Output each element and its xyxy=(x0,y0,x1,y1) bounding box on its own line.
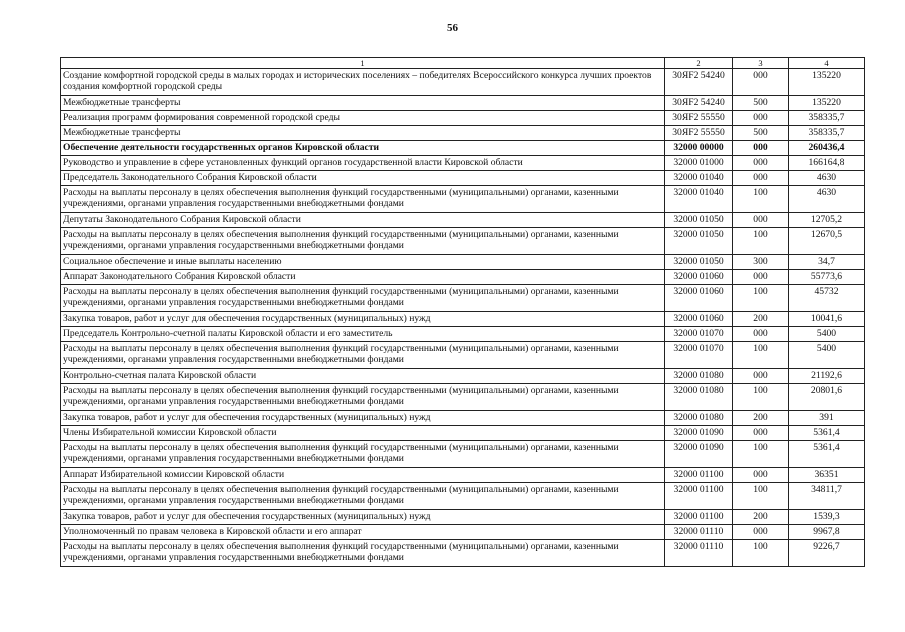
row-amount: 34,7 xyxy=(789,255,865,270)
row-expense-type: 000 xyxy=(733,270,789,285)
row-name: Расходы на выплаты персоналу в целях обеспечения выполнения функций государственными (муниципальными) органами, казенными учреждениями, органами управления государственными внебюджетными фондами xyxy=(61,186,665,213)
row-code: 30ЯF2 55550 xyxy=(665,111,733,126)
row-code: 32000 01080 xyxy=(665,384,733,411)
row-amount: 5361,4 xyxy=(789,426,865,441)
row-amount: 45732 xyxy=(789,285,865,312)
row-name: Расходы на выплаты персоналу в целях обеспечения выполнения функций государственными (муниципальными) органами, казенными учреждениями, органами управления государственными внебюджетными фондами xyxy=(61,441,665,468)
row-expense-type: 100 xyxy=(733,483,789,510)
row-amount: 12705,2 xyxy=(789,213,865,228)
row-amount: 10041,6 xyxy=(789,312,865,327)
table-row xyxy=(61,327,865,342)
table-row xyxy=(61,213,865,228)
table-row xyxy=(61,441,865,468)
table-row xyxy=(61,483,865,510)
row-code: 32000 01080 xyxy=(665,369,733,384)
row-expense-type: 100 xyxy=(733,384,789,411)
row-name: Создание комфортной городской среды в малых городах и исторических поселениях – победителях Всероссийского конкурса лучших проектов создания комфортной городской среды xyxy=(61,69,665,96)
row-amount: 12670,5 xyxy=(789,228,865,255)
row-expense-type: 200 xyxy=(733,510,789,525)
row-name: Председатель Законодательного Собрания Кировской области xyxy=(61,171,665,186)
row-amount: 21192,6 xyxy=(789,369,865,384)
row-expense-type: 100 xyxy=(733,285,789,312)
row-code: 32000 01040 xyxy=(665,171,733,186)
row-expense-type: 000 xyxy=(733,213,789,228)
row-name: Председатель Контрольно-счетной палаты Кировской области и его заместитель xyxy=(61,327,665,342)
row-name: Руководство и управление в сфере установленных функций органов государственной власти Кировской области xyxy=(61,156,665,171)
table-body xyxy=(61,69,865,567)
row-code: 32000 01060 xyxy=(665,312,733,327)
row-amount: 55773,6 xyxy=(789,270,865,285)
row-expense-type: 100 xyxy=(733,186,789,213)
table-row xyxy=(61,426,865,441)
row-code: 32000 01110 xyxy=(665,525,733,540)
row-amount: 391 xyxy=(789,411,865,426)
row-code: 32000 01050 xyxy=(665,213,733,228)
row-expense-type: 100 xyxy=(733,228,789,255)
row-amount: 5361,4 xyxy=(789,441,865,468)
row-expense-type: 000 xyxy=(733,525,789,540)
row-code: 30ЯF2 55550 xyxy=(665,126,733,141)
row-code: 32000 01090 xyxy=(665,441,733,468)
row-expense-type: 000 xyxy=(733,468,789,483)
row-expense-type: 100 xyxy=(733,441,789,468)
row-name: Аппарат Избирательной комиссии Кировской области xyxy=(61,468,665,483)
table-row xyxy=(61,369,865,384)
table-row xyxy=(61,126,865,141)
row-expense-type: 000 xyxy=(733,69,789,96)
row-code: 32000 01000 xyxy=(665,156,733,171)
table-row xyxy=(61,468,865,483)
row-amount: 36351 xyxy=(789,468,865,483)
header-col-2: 2 xyxy=(665,58,733,69)
row-amount: 9226,7 xyxy=(789,540,865,567)
row-expense-type: 300 xyxy=(733,255,789,270)
row-amount: 9967,8 xyxy=(789,525,865,540)
table-row xyxy=(61,186,865,213)
table-header xyxy=(61,58,865,69)
row-expense-type: 000 xyxy=(733,426,789,441)
table-row xyxy=(61,411,865,426)
row-amount: 260436,4 xyxy=(789,141,865,156)
row-expense-type: 500 xyxy=(733,126,789,141)
row-expense-type: 000 xyxy=(733,171,789,186)
row-amount: 4630 xyxy=(789,171,865,186)
row-name: Аппарат Законодательного Собрания Кировской области xyxy=(61,270,665,285)
row-code: 30ЯF2 54240 xyxy=(665,96,733,111)
row-amount: 34811,7 xyxy=(789,483,865,510)
row-code: 30ЯF2 54240 xyxy=(665,69,733,96)
header-col-4: 4 xyxy=(789,58,865,69)
row-name: Депутаты Законодательного Собрания Кировской области xyxy=(61,213,665,228)
row-expense-type: 200 xyxy=(733,312,789,327)
header-row xyxy=(61,58,865,69)
row-expense-type: 100 xyxy=(733,342,789,369)
table-row xyxy=(61,342,865,369)
row-name: Межбюджетные трансферты xyxy=(61,96,665,111)
row-name: Межбюджетные трансферты xyxy=(61,126,665,141)
header-col-1: 1 xyxy=(61,58,665,69)
row-expense-type: 000 xyxy=(733,369,789,384)
row-name: Члены Избирательной комиссии Кировской области xyxy=(61,426,665,441)
table-row xyxy=(61,540,865,567)
table-row xyxy=(61,255,865,270)
row-amount: 135220 xyxy=(789,69,865,96)
row-expense-type: 000 xyxy=(733,111,789,126)
row-name: Обеспечение деятельности государственных органов Кировской области xyxy=(61,141,665,156)
row-name: Социальное обеспечение и иные выплаты населению xyxy=(61,255,665,270)
row-name: Контрольно-счетная палата Кировской области xyxy=(61,369,665,384)
table-row xyxy=(61,510,865,525)
row-code: 32000 01080 xyxy=(665,411,733,426)
table-row xyxy=(61,384,865,411)
row-name: Реализация программ формирования современной городской среды xyxy=(61,111,665,126)
row-code: 32000 01100 xyxy=(665,483,733,510)
table-row xyxy=(61,156,865,171)
row-amount: 5400 xyxy=(789,327,865,342)
table-row xyxy=(61,96,865,111)
row-amount: 20801,6 xyxy=(789,384,865,411)
row-code: 32000 01050 xyxy=(665,228,733,255)
table-row xyxy=(61,228,865,255)
row-name: Расходы на выплаты персоналу в целях обеспечения выполнения функций государственными (муниципальными) органами, казенными учреждениями, органами управления государственными внебюджетными фондами xyxy=(61,540,665,567)
row-expense-type: 100 xyxy=(733,540,789,567)
row-code: 32000 01060 xyxy=(665,285,733,312)
row-name: Уполномоченный по правам человека в Кировской области и его аппарат xyxy=(61,525,665,540)
table-row xyxy=(61,111,865,126)
row-name: Закупка товаров, работ и услуг для обеспечения государственных (муниципальных) нужд xyxy=(61,312,665,327)
row-expense-type: 000 xyxy=(733,327,789,342)
row-code: 32000 01070 xyxy=(665,327,733,342)
row-amount: 1539,3 xyxy=(789,510,865,525)
row-name: Расходы на выплаты персоналу в целях обеспечения выполнения функций государственными (муниципальными) органами, казенными учреждениями, органами управления государственными внебюджетными фондами xyxy=(61,342,665,369)
row-amount: 5400 xyxy=(789,342,865,369)
row-code: 32000 00000 xyxy=(665,141,733,156)
table-row xyxy=(61,285,865,312)
row-expense-type: 200 xyxy=(733,411,789,426)
row-amount: 166164,8 xyxy=(789,156,865,171)
table-row xyxy=(61,141,865,156)
row-expense-type: 500 xyxy=(733,96,789,111)
row-name: Расходы на выплаты персоналу в целях обеспечения выполнения функций государственными (муниципальными) органами, казенными учреждениями, органами управления государственными внебюджетными фондами xyxy=(61,228,665,255)
row-expense-type: 000 xyxy=(733,156,789,171)
row-code: 32000 01100 xyxy=(665,468,733,483)
row-amount: 4630 xyxy=(789,186,865,213)
row-code: 32000 01060 xyxy=(665,270,733,285)
row-name: Расходы на выплаты персоналу в целях обеспечения выполнения функций государственными (муниципальными) органами, казенными учреждениями, органами управления государственными внебюджетными фондами xyxy=(61,483,665,510)
row-name: Расходы на выплаты персоналу в целях обеспечения выполнения функций государственными (муниципальными) органами, казенными учреждениями, органами управления государственными внебюджетными фондами xyxy=(61,285,665,312)
row-expense-type: 000 xyxy=(733,141,789,156)
row-code: 32000 01040 xyxy=(665,186,733,213)
row-name: Закупка товаров, работ и услуг для обеспечения государственных (муниципальных) нужд xyxy=(61,510,665,525)
table-row xyxy=(61,270,865,285)
table-row xyxy=(61,525,865,540)
header-col-3: 3 xyxy=(733,58,789,69)
row-code: 32000 01100 xyxy=(665,510,733,525)
row-amount: 135220 xyxy=(789,96,865,111)
table-row xyxy=(61,312,865,327)
row-amount: 358335,7 xyxy=(789,111,865,126)
table-row xyxy=(61,69,865,96)
row-amount: 358335,7 xyxy=(789,126,865,141)
row-code: 32000 01110 xyxy=(665,540,733,567)
row-code: 32000 01090 xyxy=(665,426,733,441)
budget-table xyxy=(60,57,865,567)
row-code: 32000 01070 xyxy=(665,342,733,369)
row-code: 32000 01050 xyxy=(665,255,733,270)
table-row xyxy=(61,171,865,186)
row-name: Расходы на выплаты персоналу в целях обеспечения выполнения функций государственными (муниципальными) органами, казенными учреждениями, органами управления государственными внебюджетными фондами xyxy=(61,384,665,411)
page-number: 56 xyxy=(447,22,458,34)
row-name: Закупка товаров, работ и услуг для обеспечения государственных (муниципальных) нужд xyxy=(61,411,665,426)
